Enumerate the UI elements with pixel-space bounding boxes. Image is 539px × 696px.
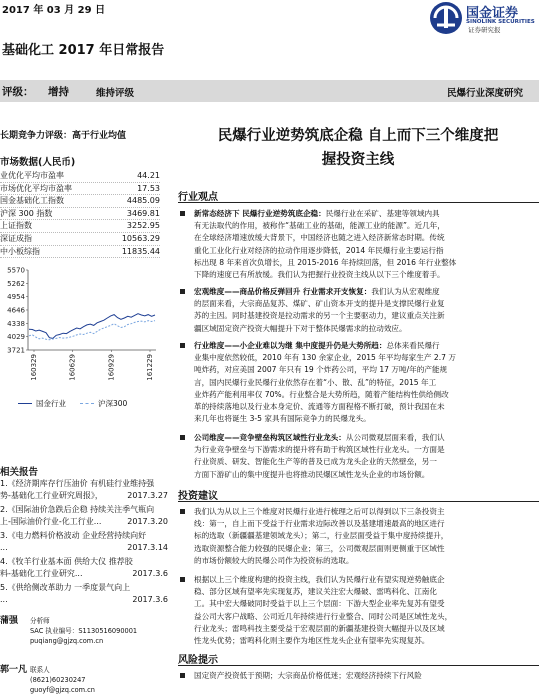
view-lead: 公司维度——竞争壁垒构筑区域性行业龙头：: [194, 433, 346, 442]
broker-tagline: 证券研究报: [468, 26, 501, 34]
related-report-item[interactable]: [0, 530, 168, 554]
view-line: 疆区域固定资产投资大幅提升下对于整体民爆需求的拉动效应。: [194, 323, 407, 333]
report-headline: [178, 124, 538, 172]
chart-series-group: [29, 314, 155, 340]
chart-y-tick-label: 5262: [7, 279, 25, 288]
bullet-square-icon: [180, 673, 185, 678]
related-report-cont: ...: [0, 543, 8, 552]
view-line: 苏的主因。同时基建投资是拉动需求的另一个主要驱动力，建议重点关注新: [194, 311, 445, 321]
analyst-name: 蒲强: [0, 616, 19, 626]
related-report-cont: 势-基础化工行业研究周报》，: [0, 491, 103, 500]
view-bullet: [180, 208, 539, 281]
section-divider: [178, 501, 539, 502]
advice-line: 稳、部分区域有望率先实现复苏，建议关注宏大爆破、雷鸣科化、江南化: [194, 587, 437, 597]
view-bullet: [180, 432, 539, 481]
headline-line-2: 握投资主线: [321, 152, 395, 168]
report-title: 基础化工 2017 年日常报告: [2, 43, 165, 58]
related-report-cont: 上-国际油价行业-化工行业...: [0, 517, 102, 526]
market-row: [0, 208, 160, 221]
related-report-cont: ...: [0, 595, 8, 604]
related-report-title[interactable]: 4.《牧羊行业基本面 供给大仪 推荐胶: [0, 557, 133, 566]
advice-line: 选取资源整合能力较强的民爆企业；第三，公司微观层面则更侧重于区域性: [194, 543, 445, 553]
analyst-email[interactable]: guoyf@gjzq.com.cn: [30, 686, 95, 694]
chart-x-ticks: [30, 350, 154, 381]
chart-y-tick-label: 4646: [7, 306, 25, 315]
related-report-date: 2017.3.6: [132, 595, 168, 604]
view-bullet: [180, 340, 539, 425]
section-title-advice: 投资建议: [178, 491, 218, 502]
rating-label: 评级：: [2, 86, 34, 98]
bullet-square-icon: [180, 343, 185, 348]
view-line: 公司维度——竞争壁垒构筑区域性行业龙头：从公司微观层面来看，我们认: [194, 433, 445, 442]
view-line: 新常态经济下 民爆行业逆势筑底企稳：民爆行业在采矿、基建等领域内具: [194, 209, 440, 218]
view-line: 来几年也将诞生 3-5 家具有国际竞争力的民爆龙头。: [194, 414, 371, 424]
chart-legend: [0, 397, 150, 409]
report-type: 民爆行业深度研究: [447, 88, 524, 99]
broker-name-en: SINOLINK SECURITIES: [466, 19, 535, 25]
view-line: 业集中度依然较低，2010 年有 130 余家企业，2015 年平均每家生产 2.7 万: [194, 353, 456, 363]
advice-line: 性龙头优势；雷鸣科化则主要作为地区性龙头企业有望率先实现复苏。: [194, 636, 430, 646]
view-line: 业炸药产能利用率仅 70%。行业整合是大势所趋，随着产能结构性供给侧改: [194, 389, 449, 399]
headline-line-1: 民爆行业逆势筑底企稳 自上而下三个维度把: [217, 128, 499, 144]
market-row-value: 11835.44: [121, 246, 160, 256]
chart-x-tick-label: 160929: [107, 354, 116, 381]
rating-change: 维持评级: [96, 88, 135, 99]
section-title-risk: 风险提示: [178, 655, 218, 666]
advice-line: 工。其中宏大爆破同时受益于以上三个层面：下游大型企业率先复苏有望受: [194, 599, 445, 609]
bullet-square-icon: [180, 289, 185, 294]
market-row-label: 市场优化平均市盈率: [0, 183, 72, 193]
market-row-value: 3469.81: [126, 208, 160, 218]
view-line: 有无法取代的作用，被称作“基础工业的基础，能源工业的能源”。近几年，: [194, 221, 445, 231]
view-line: 为行业竞争壁垒与下游需求的提升将有助于构筑区域性行业龙头。一方面是: [194, 445, 445, 455]
advice-line: 的市场份额较大的民爆公司作为投资标的选取。: [194, 555, 354, 565]
bullet-square-icon: [180, 435, 185, 440]
view-line: 行业资质、研发、智能化生产等的普及已成为龙头企业的天然壁垒，另一: [194, 457, 437, 467]
legend-swatch-industry: [18, 403, 32, 404]
related-report-item[interactable]: [0, 504, 168, 528]
analyst-role: 联系人: [30, 666, 50, 674]
analyst-phone: (8621)60230247: [30, 676, 86, 684]
advice-line: 我们认为从以上三个维度对民爆行业进行梳理之后可以得到以下三条投资主: [194, 507, 445, 516]
view-line: 吨炸药，对应美国 2007 年只有 19 个炸药公司，平均 17 万吨/年的产能规: [194, 365, 448, 375]
analyst-email[interactable]: puqiang@gjzq.com.cn: [30, 637, 104, 645]
bullet-square-icon: [180, 211, 185, 216]
analyst-card: [0, 666, 168, 696]
bullet-square-icon: [180, 577, 185, 582]
view-line: 重化工业化行业对经济的拉动作用逐步降低，2014 年民爆行业主要运行指: [194, 245, 444, 255]
related-report-item[interactable]: [0, 582, 168, 606]
view-lead: 行业维度——小企业难以为继 集中度提升仍是大势所趋：: [194, 341, 387, 350]
view-line: 在全球经济增速放缓大背景下，中国经济也随之进入经济新常态时期。传统: [194, 233, 445, 243]
view-line: 标出现 8 年来首次负增长，且 2015-2016 年持续回落，但 2016 年行业整体: [194, 257, 457, 267]
chart-y-tick-label: 5570: [7, 266, 25, 275]
section-divider: [178, 202, 539, 203]
view-line: 下降的速度已有所放缓。我们认为把握行业投资主线从以下三个维度着手。: [194, 270, 445, 280]
related-report-title[interactable]: 2.《国际油价急跌后企稳 持续关注季气瓶向: [0, 505, 155, 514]
index-performance-chart: [0, 262, 160, 397]
advice-bullet: [180, 574, 539, 647]
legend-label-industry: 国金行业: [36, 399, 66, 408]
market-row-label: 国金基础化工指数: [0, 196, 64, 206]
bullet-square-icon: [180, 509, 185, 514]
chart-series-industry-line: [29, 314, 155, 339]
related-report-title[interactable]: 1.《经济期库存行压油价 有机硅行业维持强: [0, 479, 155, 488]
related-report-date: 2017.3.27: [127, 491, 168, 500]
view-line: 的层面来看，大宗商品复苏、煤矿、矿山资本开支的提升是支撑民爆行业复: [194, 299, 445, 309]
chart-y-ticks: [7, 267, 28, 355]
view-line: 方面下游矿山的集中度提升也将推动民爆区域性龙头企业的市场份额。: [194, 469, 430, 479]
market-row-value: 44.21: [137, 171, 160, 180]
risk-bullet: [180, 670, 539, 682]
market-row: [0, 233, 160, 246]
view-line: 行业维度——小企业难以为继 集中度提升仍是大势所趋：总体来看民爆行: [194, 341, 440, 350]
market-row-value: 3252.95: [126, 221, 160, 231]
view-lead: 宏观维度——商品价格反弹回升 行业需求开支恢复：: [194, 287, 372, 296]
legend-label-hs300: 沪深300: [98, 399, 128, 408]
related-report-title[interactable]: 3.《电力燃料价格波动 企业经营持续向好: [0, 531, 147, 540]
related-report-item[interactable]: [0, 478, 168, 502]
related-report-date: 2017.3.14: [127, 543, 168, 552]
related-report-date: 2017.3.20: [127, 517, 168, 526]
related-report-date: 2017.3.6: [132, 569, 168, 578]
chart-y-tick-label: 4029: [7, 333, 25, 342]
view-line: 革的持续落地以及行业本身定价、流通等方面程格不断打破，预计我国在未: [194, 402, 445, 412]
view-line: 言，国内民爆行业民爆行业依然存在着“小、散、乱”的特征，2015 年工: [194, 377, 437, 387]
market-row-label: 深证成指: [0, 233, 32, 243]
analyst-name: 郭一凡: [0, 665, 28, 675]
rating-value: 增持: [48, 86, 69, 98]
market-row: [0, 170, 160, 183]
related-report-item[interactable]: [0, 556, 168, 580]
risk-line: 国定资产投资低于预期；大宗商品价格低迷；宏观经济持续下行风险: [194, 671, 422, 680]
advice-line: 标的选取（新疆疆基建领域龙头）；第二，行业层面受益于集中度持续提升，: [194, 531, 449, 541]
view-line: 宏观维度——商品价格反弹回升 行业需求开支恢复：我们认为从宏观维度: [194, 287, 440, 296]
chart-y-tick-label: 3721: [7, 346, 25, 355]
chart-y-tick-label: 4338: [7, 319, 25, 328]
advice-line: 线：第一，自上而下受益于行业需求边际改善以及基建增速最高的地区进行: [194, 519, 445, 529]
market-row-label: 中小板综指: [0, 246, 40, 256]
related-report-cont: 料-基础化工行业研究...: [0, 569, 83, 578]
sinolink-logo-icon: [429, 1, 463, 35]
market-row-label: 业优化平均市盈率: [0, 171, 64, 180]
market-row-value: 4485.09: [126, 196, 160, 206]
advice-line: 益公司大客户战略、公司近几年持续进行行业整合、同时公司是区域性龙头，: [194, 611, 453, 621]
chart-axes: [28, 270, 156, 350]
advice-bullet: [180, 506, 539, 567]
market-row: [0, 195, 160, 208]
chart-series-hs300-line: [29, 321, 155, 340]
chart-x-tick-label: 160329: [30, 354, 38, 381]
view-bullet: [180, 286, 539, 335]
market-row-label: 上证指数: [0, 221, 32, 231]
market-row: [0, 246, 160, 259]
chart-x-tick-label: 161229: [146, 354, 154, 381]
legend-swatch-hs300: [80, 403, 94, 404]
related-report-title[interactable]: 5.《供给侧改革助力 一季度景气向上: [0, 583, 131, 592]
chart-y-tick-label: 4954: [7, 293, 25, 302]
broker-name-cn: 国金证券: [466, 6, 519, 21]
market-row-value: 17.53: [137, 183, 160, 193]
market-row: [0, 183, 160, 196]
chart-x-tick-label: 160629: [68, 354, 77, 381]
section-divider: [178, 665, 539, 666]
advice-line: 行业龙头；雷鸣科技主要受益于宏观层面的新疆基建投资大幅提升以及区域: [194, 623, 445, 633]
market-row-label: 沪深 300 指数: [0, 208, 53, 218]
related-reports-title: 相关报告: [0, 467, 39, 478]
long-term-rating: 长期竞争力评级：高于行业均值: [0, 131, 127, 141]
market-row: [0, 220, 160, 233]
analyst-role: 分析师: [30, 617, 50, 625]
market-data-title: 市场数据(人民币): [0, 157, 76, 168]
market-data-table: [0, 170, 160, 258]
analyst-card: [0, 617, 168, 657]
analyst-cert: SAC 执业编号：S1130516090001: [30, 627, 138, 635]
view-lead: 新常态经济下 民爆行业逆势筑底企稳：: [194, 209, 326, 218]
market-row-value: 10563.29: [121, 233, 160, 243]
report-date: 2017 年 03 月 29 日: [2, 5, 106, 16]
section-title-views: 行业观点: [178, 192, 218, 203]
advice-line: 根据以上三个维度构建的投资主线，我们认为民爆行业有望实现逆势触底企: [194, 575, 445, 584]
